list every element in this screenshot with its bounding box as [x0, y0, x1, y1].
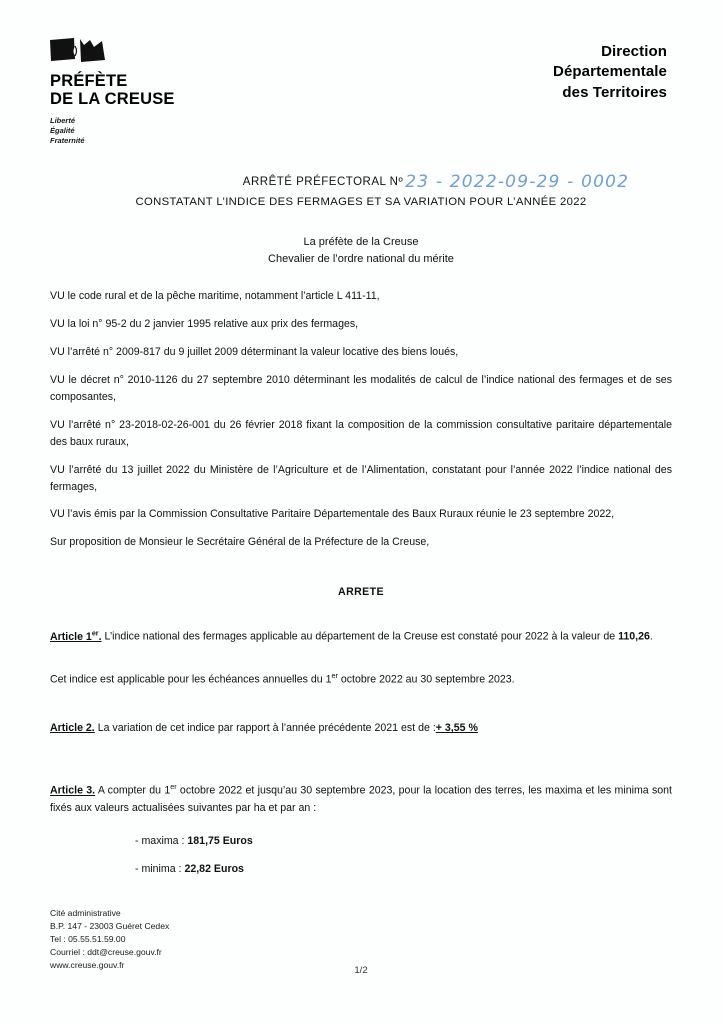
article-3-label: Article 3. — [50, 784, 96, 797]
article-1-text-end: . — [649, 630, 653, 643]
minima-value: 22,82 Euros — [184, 863, 244, 876]
signatory-block — [0, 234, 722, 268]
consideration-item: VU l’arrêté n° 2009-817 du 9 juillet 2009 déterminant la valeur locative des biens loués, — [50, 345, 459, 358]
department-title — [553, 38, 667, 103]
rent-values-list — [135, 833, 672, 879]
article-1-followup-sup: er — [331, 670, 338, 680]
spacer — [50, 769, 672, 781]
consideration-item: VU l’avis émis par la Commission Consultative Paritaire Départementale des Baux Ruraux réunie le 23 septembre 2022, — [50, 508, 615, 521]
maxima-label: - maxima : — [135, 834, 188, 847]
consideration-item: VU l’arrêté n° 23-2018-02-26-001 du 26 février 2018 fixant la composition de la commission consultative paritaire départementale des baux ruraux, — [50, 418, 672, 448]
spacer — [50, 700, 672, 720]
fermage-index-value: 110,26 — [618, 630, 650, 643]
minima-label: - minima : — [135, 863, 185, 876]
article-2-text: La variation de cet indice par rapport à l’année précédente 2021 est de : — [97, 722, 436, 735]
article-1-label: Article 1er. — [50, 628, 102, 643]
article-3 — [50, 781, 672, 816]
proposition-line: Sur proposition de Monsieur le Secrétaire Général de la Préfecture de la Creuse, — [50, 536, 430, 549]
article-1-followup-end: octobre 2022 au 30 septembre 2023. — [337, 673, 515, 686]
footer-phone: Tel : 05.55.51.59.00 — [50, 933, 126, 944]
prefecture-title — [50, 72, 310, 109]
arrete-prefix: ARRÊTÉ PRÉFECTORAL Nº — [242, 176, 404, 188]
consideration-item: VU le code rural et de la pêche maritime, notamment l’article L 411-11, — [50, 290, 380, 302]
signatory-line1: La préfète de la Creuse — [303, 236, 419, 248]
maxima-row — [135, 833, 672, 850]
spacer — [50, 749, 672, 769]
prefecture-title-line2: DE LA CREUSE — [50, 90, 175, 109]
prefecture-logo-block — [50, 38, 310, 146]
article-1-followup — [50, 670, 672, 688]
article-1 — [50, 627, 672, 645]
consideration-item: VU l’arrêté du 13 juillet 2022 du Ministère de l’Agriculture et de l’Alimentation, constatant pour l’année 2022 l’indice national des fermages, — [50, 463, 672, 493]
motto-liberte: Liberté — [50, 115, 76, 125]
article-1-label-sup: er — [91, 628, 99, 638]
arrete-number-handwritten: 23 - 2022-09-29 - 0002 — [405, 172, 630, 192]
article-2-label: Article 2. — [50, 722, 95, 735]
page-number: 1/2 — [354, 965, 368, 976]
motto-fraternite: Fraternité — [50, 136, 85, 146]
maxima-value: 181,75 Euros — [187, 834, 253, 847]
document-subtitle: CONSTATANT L’INDICE DES FERMAGES ET SA VARIATION POUR L’ANNÉE 2022 — [135, 196, 587, 208]
minima-row — [135, 861, 672, 878]
footer-address-line1: Cité administrative — [50, 907, 121, 918]
motto-egalite: Égalité — [50, 126, 75, 136]
consideration-item: VU le décret n° 2010-1126 du 27 septembre 2010 déterminant les modalités de calcul de l’indice national des fermages et de ses composantes, — [50, 373, 672, 403]
article-3-text-start: A compter du 1 — [97, 784, 171, 797]
article-3-text-end: octobre 2022 et jusqu’au 30 septembre 2023, pour la location des terres, les maxima et les minima sont fixés aux valeurs actualisées suivantes par ha et par an : — [50, 784, 672, 814]
article-2 — [50, 720, 672, 737]
department-title-line2: Départementale — [553, 63, 667, 81]
article-1-followup-start: Cet indice est applicable pour les échéances annuelles du 1 — [50, 673, 332, 686]
footer-address-line2: B.P. 147 - 23003 Guéret Cedex — [50, 920, 170, 931]
department-title-line3: des Territoires — [562, 83, 667, 101]
footer-email: Courriel : ddt@creuse.gouv.fr — [50, 946, 162, 957]
index-variation-value: + 3,55 % — [435, 722, 478, 735]
consideration-item: VU la loi n° 95-2 du 2 janvier 1995 relative aux prix des fermages, — [50, 317, 359, 330]
arrete-number-line — [50, 170, 672, 190]
signatory-line2: Chevalier de l’ordre national du mérite — [268, 253, 454, 266]
document-body — [50, 288, 672, 890]
document-footer — [50, 907, 169, 972]
marianne-emblem-icon — [50, 38, 108, 64]
document-title-block — [50, 170, 672, 208]
department-title-line1: Direction — [601, 43, 667, 60]
footer-website: www.creuse.gouv.fr — [50, 959, 125, 970]
prefecture-title-line1: PRÉFÈTE — [50, 72, 128, 90]
decision-keyword: ARRETE — [338, 586, 384, 599]
spacer — [50, 658, 672, 670]
republic-motto — [50, 116, 310, 146]
article-1-text: L’indice national des fermages applicable au département de la Creuse est constaté pour 2022 à la valeur de — [104, 630, 619, 643]
document-header — [50, 38, 667, 146]
article-3-text-sup: er — [170, 782, 177, 792]
